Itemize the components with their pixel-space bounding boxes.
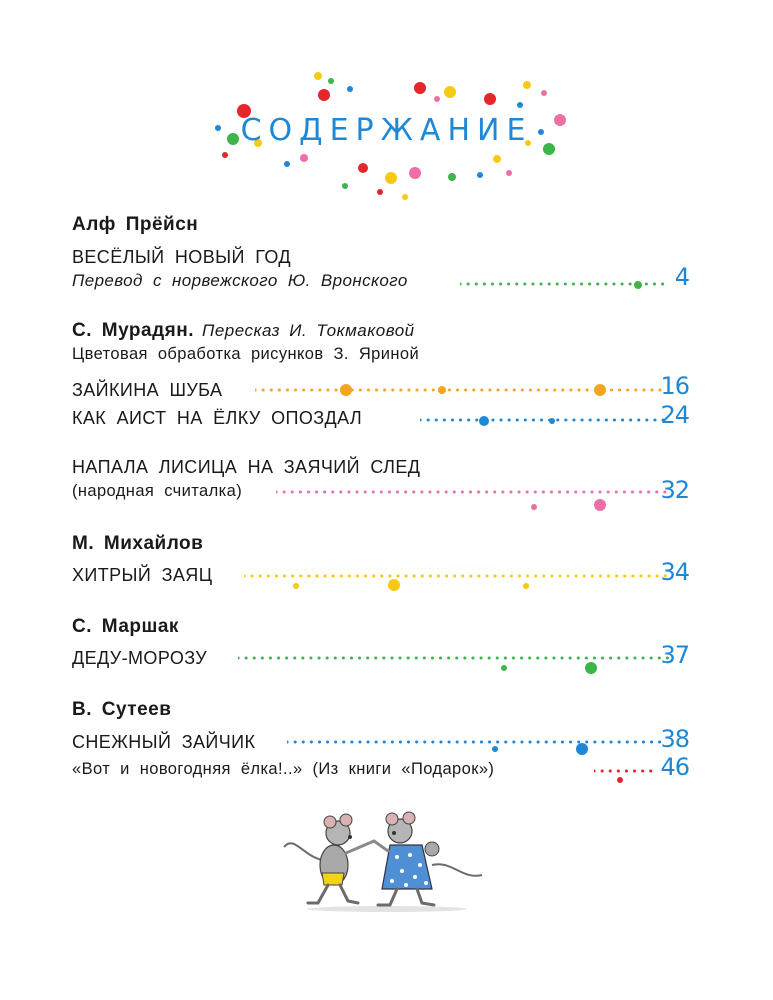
left-mouse [284, 814, 374, 903]
dotted-leader [460, 278, 670, 292]
author-credit: Пересказ И. Токмаковой [202, 321, 415, 340]
entry-title: НАПАЛА ЛИСИЦА НА ЗАЯЧИЙ СЛЕД [72, 457, 421, 477]
dotted-leader [420, 414, 675, 430]
author-name: С. Маршак [72, 616, 179, 637]
author-name: Алф Прёйсн [72, 214, 199, 235]
page-number[interactable]: 32 [660, 476, 689, 504]
page-number[interactable]: 46 [660, 753, 689, 781]
dancing-mice-illustration [282, 805, 492, 915]
page-number[interactable]: 38 [660, 725, 689, 753]
entry-title: ВЕСЁЛЫЙ НОВЫЙ ГОД [72, 247, 291, 267]
dotted-leader [594, 765, 666, 787]
entry-subtitle: Перевод с норвежского Ю. Вронского [72, 271, 408, 290]
author-name-text: С. Мурадян. [72, 320, 194, 341]
entry-title: ХИТРЫЙ ЗАЯЦ [72, 565, 213, 585]
author-name: М. Михайлов [72, 533, 204, 554]
entry-subtitle: (народная считалка) [72, 482, 243, 500]
author-name [72, 320, 415, 342]
dotted-leader [287, 736, 677, 760]
entry-title: «Вот и новогодняя ёлка!..» (Из книги «Подарок») [72, 760, 495, 778]
entry-title: КАК АИСТ НА ЁЛКУ ОПОЗДАЛ [72, 408, 363, 428]
page-number[interactable]: 37 [660, 641, 689, 669]
illustration-note: Цветовая обработка рисунков З. Яриной [72, 345, 420, 363]
page-number[interactable]: 24 [660, 401, 689, 429]
entry-title: СНЕЖНЫЙ ЗАЙЧИК [72, 732, 256, 752]
entry-title: ДЕДУ-МОРОЗУ [72, 648, 208, 668]
page-number[interactable]: 16 [660, 372, 689, 400]
page-number[interactable]: 34 [660, 558, 689, 586]
page-title: СОДЕРЖАНИЕ [240, 113, 533, 148]
dotted-leader [244, 570, 676, 596]
entry-title: ЗАЙКИНА ШУБА [72, 380, 223, 400]
author-name: В. Сутеев [72, 699, 172, 720]
dotted-leader [276, 486, 676, 516]
dotted-leader [255, 384, 675, 398]
right-mouse [374, 812, 482, 905]
page-number[interactable]: 4 [674, 263, 689, 291]
dotted-leader [238, 652, 676, 680]
confetti-decoration [0, 0, 773, 210]
